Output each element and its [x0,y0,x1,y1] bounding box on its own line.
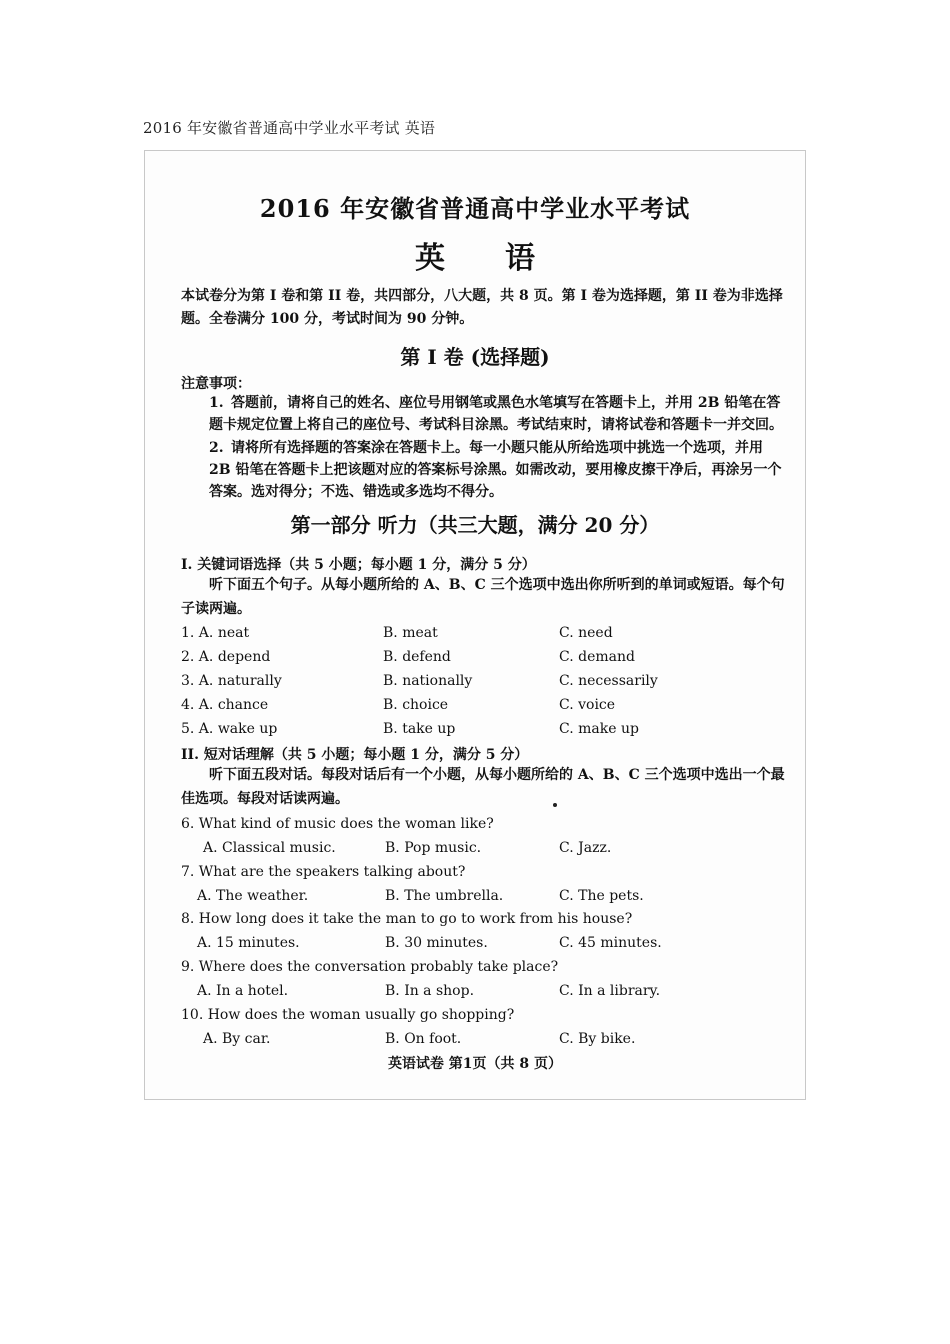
question-text: 7. What are the speakers talking about? [181,864,466,880]
notice-text: 答题前，请将自己的姓名、座位号用钢笔或黑色水笔填写在答题卡上，并用 2B 铅笔在答题卡规定位置上将自己的座位号、考试科目涂黑。考试结束时，请将试卷和答题卡一并交回。 [209,395,783,433]
option-c: C. need [559,625,613,641]
notice-number: 1. [209,395,224,411]
option-a: 1. A. neat [181,625,250,641]
option-c: C. By bike. [559,1031,636,1047]
option-b: B. meat [383,625,438,641]
option-a: A. In a hotel. [197,983,289,999]
option-a: A. 15 minutes. [197,935,300,951]
notice-text: 请将所有选择题的答案涂在答题卡上。每一小题只能从所给选项中挑选一个选项，并用 2B 铅笔在答题卡上把该题对应的答案标号涂黑。如需改动，要用橡皮擦干净后，再涂另一个答案。选对得分；不选、错选或多选均不得分。 [209,440,782,500]
option-b: B. defend [383,649,451,665]
section1-title: I. 关键词语选择（共 5 小题；每小题 1 分，满分 5 分） [181,557,536,573]
option-b: B. choice [383,697,449,713]
notice-label: 注意事项： [181,376,251,392]
option-c: C. necessarily [559,673,658,689]
option-b: B. On foot. [385,1031,462,1047]
section1-intro: 听下面五个句子。从每小题所给的 A、B、C 三个选项中选出你所听到的单词或短语。每个句子读两遍。 [181,577,785,617]
option-a: 5. A. wake up [181,721,278,737]
exam-title: 2016 年安徽省普通高中学业水平考试 [259,194,691,223]
option-a: A. Classical music. [203,840,336,856]
option-b: B. In a shop. [385,983,475,999]
exam-subject: 英语 [415,241,595,276]
document-header: 2016 年安徽省普通高中学业水平考试 英语 [143,119,436,137]
notice-item [209,437,789,503]
notice-number: 2. [209,440,224,456]
option-a: 2. A. depend [181,649,271,665]
option-b: B. The umbrella. [385,888,504,904]
section2-title: II. 短对话理解（共 5 小题；每小题 1 分，满分 5 分） [181,747,529,763]
option-c: C. In a library. [559,983,661,999]
question-text: 9. Where does the conversation probably take place? [181,959,559,975]
scanned-exam-page [144,150,806,1100]
option-c: C. voice [559,697,616,713]
option-c: C. 45 minutes. [559,935,662,951]
question-text: 6. What kind of music does the woman like? [181,816,494,832]
notice-item [209,392,789,436]
option-a: A. By car. [203,1031,271,1047]
question-text: 10. How does the woman usually go shopping? [181,1007,515,1023]
exam-intro: 本试卷分为第 I 卷和第 II 卷，共四部分，八大题，共 8 页。第 I 卷为选择题，第 II 卷为非选择题。全卷满分 100 分，考试时间为 90 分钟。 [181,288,783,327]
question-text: 8. How long does it take the man to go to work from his house? [181,911,633,927]
option-c: C. Jazz. [559,840,612,856]
section2-intro: 听下面五段对话。每段对话后有一个小题，从每小题所给的 A、B、C 三个选项中选出一个最佳选项。每段对话读两遍。 [181,767,785,807]
option-c: C. demand [559,649,635,665]
scan-speck [553,803,557,807]
option-b: B. take up [383,721,456,737]
page-footer: 英语试卷 第1页（共 8 页） [387,1056,563,1072]
option-b: B. 30 minutes. [385,935,488,951]
option-b: B. Pop music. [385,840,482,856]
part-title: 第一部分 听力（共三大题，满分 20 分） [290,513,660,537]
option-b: B. nationally [383,673,473,689]
option-a: A. The weather. [197,888,309,904]
option-c: C. make up [559,721,639,737]
option-a: 3. A. naturally [181,673,282,689]
volume-title: 第 I 卷 (选择题) [400,345,550,369]
option-c: C. The pets. [559,888,644,904]
option-a: 4. A. chance [181,697,269,713]
